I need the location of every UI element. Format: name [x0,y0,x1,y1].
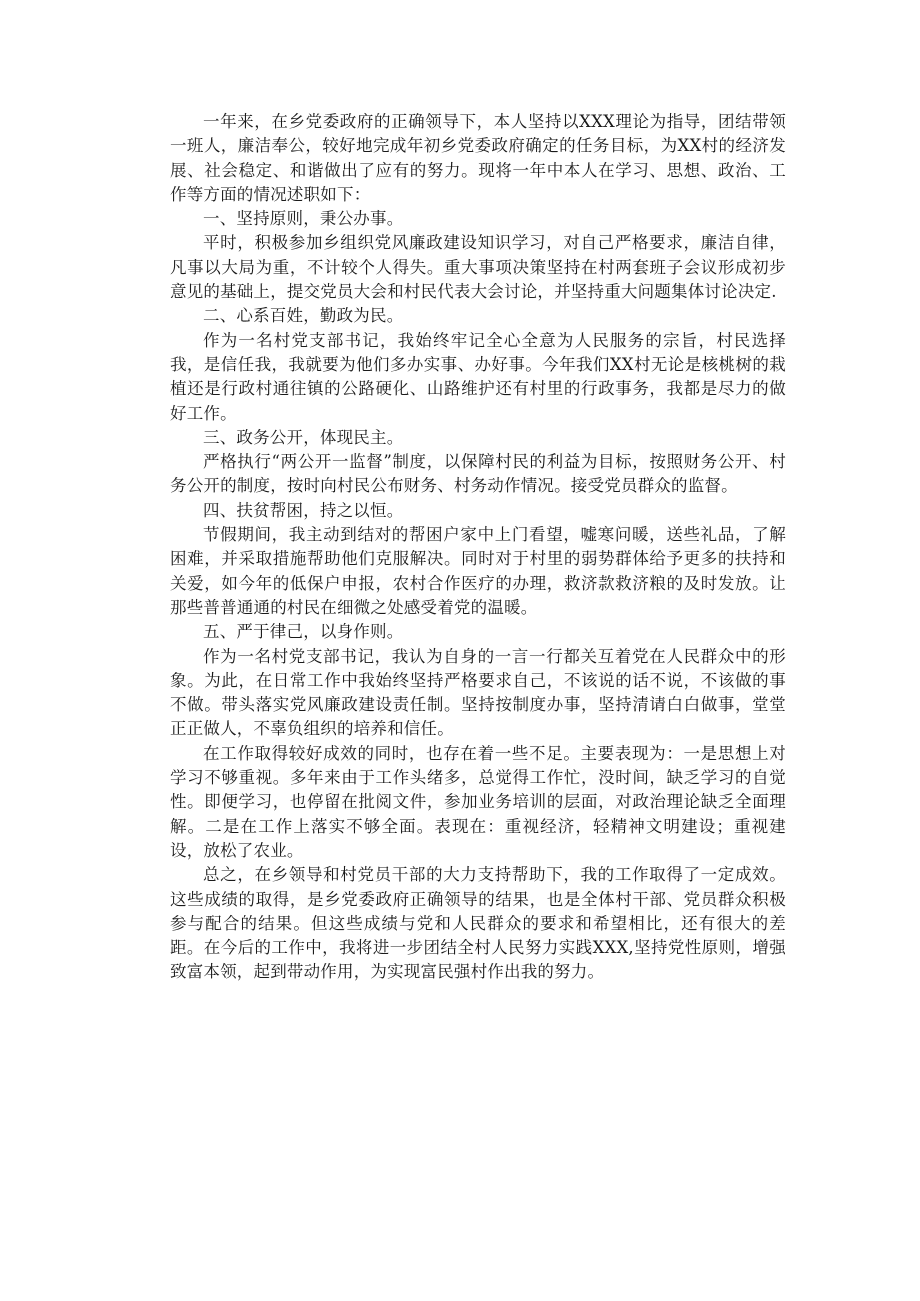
body-paragraph-5: 作为一名村党支部书记，我认为自身的一言一行都关互着党在人民群众中的形象。为此，在日常工作中我始终坚持严格要求自己，不该说的话不说，不该做的事不做。带头落实党风廉政建设责任制。坚持按制度办事，坚持清请白白做事，堂堂正正做人，不辜负组织的培养和信任。 [170,646,786,739]
section-heading-2: 二、心系百姓，勤政为民。 [203,306,404,326]
conclusion-paragraph: 总之，在乡领导和村党员干部的大力支持帮助下，我的工作取得了一定成效。这些成绩的取得，是乡党委政府正确领导的结果，也是全体村干部、党员群众积极参与配合的结果。但这些成绩与党和人民群众的要求和希望相比，还有很大的差距。在今后的工作中，我将进一步团结全村人民努力实践XXX,坚持党性原则，增强致富本领，起到带动作用，为实现富民强村作出我的努力。 [170,865,786,982]
section-heading-3: 三、政务公开，体现民主。 [203,427,404,447]
section-heading-4: 四、扶贫帮困，持之以恒。 [203,500,404,520]
section-heading-1: 一、坚持原则，秉公办事。 [203,209,404,229]
document-body [170,110,786,985]
shortcomings-paragraph: 在工作取得较好成效的同时，也存在着一些不足。主要表现为：一是思想上对学习不够重视。多年来由于工作头绪多，总觉得工作忙，没时间，缺乏学习的自觉性。即便学习，也停留在批阅文件，参加业务培训的层面，对政治理论缺乏全面理解。二是在工作上落实不够全面。表现在：重视经济，轻精神文明建设；重视建设，放松了农业。 [170,743,786,860]
intro-paragraph: 一年来，在乡党委政府的正确领导下，本人坚持以XXX理论为指导，团结带领一班人，廉洁奉公，较好地完成年初乡党委政府确定的任务目标，为XX村的经济发展、社会稳定、和谐做出了应有的努力。现将一年中本人在学习、思想、政治、工作等方面的情况述职如下： [170,112,786,204]
body-paragraph-1: 平时，积极参加乡组织党风廉政建设知识学习，对自己严格要求，廉洁自律，凡事以大局为重，不计较个人得失。重大事项决策坚持在村两套班子会议形成初步意见的基础上，提交党员大会和村民代表大会讨论，并坚持重大问题集体讨论决定. [170,233,786,302]
body-paragraph-3: 严格执行“两公开一监督”制度，以保障村民的利益为目标，按照财务公开、村务公开的制度，按时向村民公布财务、村务动作情况。接受党员群众的监督。 [170,452,786,496]
body-paragraph-2: 作为一名村党支部书记，我始终牢记全心全意为人民服务的宗旨，村民选择我，是信任我，我就要为他们多办实事、办好事。今年我们XX村无论是核桃树的栽植还是行政村通往镇的公路硬化、山路维护还有村里的行政事务，我都是尽力的做好工作。 [170,330,786,423]
body-paragraph-4: 节假期间，我主动到结对的帮困户家中上门看望，嘘寒问暖，送些礼品，了解困难，并采取措施帮助他们克服解决。同时对于村里的弱势群体给予更多的扶持和关爱，如今年的低保户申报，农村合作医疗的办理，救济款救济粮的及时发放。让那些普普通通的村民在细微之处感受着党的温暖。 [170,525,786,617]
section-heading-5: 五、严于律己，以身作则。 [203,622,404,642]
